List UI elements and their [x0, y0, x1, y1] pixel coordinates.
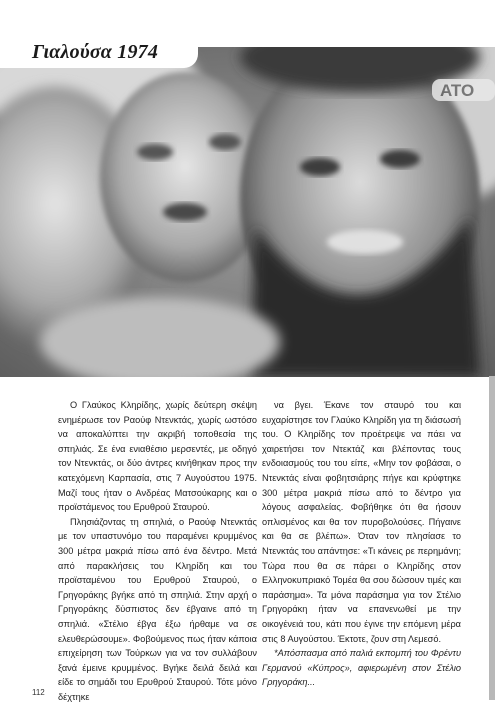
- photo-image: [0, 47, 495, 377]
- text-column-2: [262, 398, 461, 690]
- paragraph: Ο Γλαύκος Κληρίδης, χωρίς δεύτερη σκέψη ενημέρωσε τον Ραούφ Ντενκτάς, χωρίς ωστόσο να αποκαλύπτει την ακριβή τοποθεσία της σπηλιάς. Σε ένα ενιαθέσιο μερσεντές, με οδηγό τον Ντενκτάς, οι δύο άντρες κινήθηκαν προς την κατεχόμενη Καρπασία, στις 7 Αυγούστου 1975. Μαζί τους ήταν ο Ανδρέας Ματσούκαρης και ο προϊστάμενος του Ερυθρού Σταυρού.: [58, 400, 257, 513]
- svg-text:ΑΤΟ: ΑΤΟ: [440, 81, 475, 100]
- side-bar-decoration: [489, 376, 495, 700]
- caption: *Απόσπασμα από παλιά εκπομπή του Φρέντυ Γερμανού «Κύπρος», αφιερωμένη στον Στέλιο Γρηγοράκη...: [262, 648, 461, 688]
- page-number: 112: [32, 688, 45, 697]
- tv-logo-icon: [432, 79, 495, 101]
- page-title: Γιαλούσα 1974: [32, 41, 159, 63]
- text-column-1: [58, 398, 257, 704]
- paragraph: να βγει. Έκανε τον σταυρό του και ευχαρίστησε τον Γλαύκο Κληρίδη για τη διάσωσή του. Ο Κληρίδης τον προέτρεψε να πάει να χαιρετήσει τον Ντεκτάζ και βλέποντας τους ενδοιασμούς του του είπε, «Μην τον φοβάσαι, ο Ντενκτάς είναι φοβητσιάρης πήγε και κρύφτηκε 300 μέτρα μακριά πίσω από το δέντρο για λόγους ασφαλείας. Φοβήθηκε ότι θα ήσουν οπλισμένος και θα τον πυροβολούσες. Πήγαινε και θα σε βλέπω». Όταν τον πλησίασε το Ντενκτάς του απάντησε: «Τι κάνεις ρε περημάνη; Τώρα που θα σε πάρει ο Κληρίδης στον Ελληνοκυπριακό Τομέα θα σου δώσουν τιμές και παράσημα». Τα μόνα παράσημα για τον Στέλιο Γρηγοράκη ήταν να επανενωθεί με την οικογένειά του, κάτι που έγινε την επόμενη μέρα στις 8 Αυγούστου. Έκτοτε, ζουν στη Λεμεσό.: [262, 400, 461, 644]
- archival-photo: [0, 47, 495, 377]
- paragraph: Πλησιάζοντας τη σπηλιά, ο Ραούφ Ντενκτάς με τον υπαστυνόμο του παραμένει κρυμμένος 300 μέτρα μακριά πίσω από ένα δέντρο. Μετά από παρακλήσεις του Κληρίδη και του προϊσταμένου του Ερυθρού Σταυρού, ο Γρηγοράκης βγήκε από τη σπηλιά. Στην αρχή ο Γρηγοράκης δύσπιστος δεν έβγαινε από τη σπηλιά. «Στέλιο έβγα έξω ήρθαμε να σε ελευθερώσουμε». Φοβούμενος πως ήταν κάποια επιχείρηση των Τούρκων για να τον συλλάβουν ξανά έμεινε κρυμμένος. Βγήκε δειλά δειλά και είδε το σημάδι του Ερυθρού Σταυρού. Τότε μόνο δέχτηκε: [58, 516, 257, 702]
